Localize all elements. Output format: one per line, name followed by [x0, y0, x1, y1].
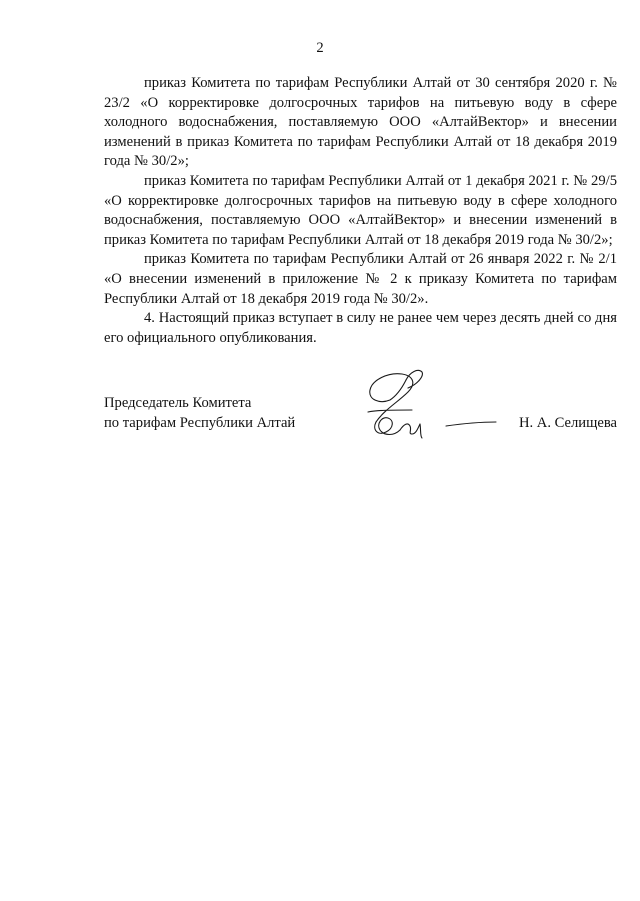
signer-position-line-2: по тарифам Республики Алтай	[104, 414, 296, 431]
paragraph-entry-into-force: 4. Настоящий приказ вступает в силу не ранее чем через десять дней со дня его официального опубликования.	[104, 310, 617, 346]
signer-name: Н. А. Селищева	[518, 414, 617, 431]
signature-block	[104, 394, 617, 454]
paragraph-order-26-january-2022: приказ Комитета по тарифам Республики Алтай от 26 января 2022 г. № 2/1 «О внесении изменений в приложение № 2 к приказу Комитета по тарифам Республики Алтай от 18 декабря 2019 года № 30/2».	[104, 251, 617, 307]
signer-position-line-1: Председатель Комитета	[104, 395, 252, 411]
handwritten-signature	[350, 360, 500, 448]
paragraph-order-30-september-2020: приказ Комитета по тарифам Республики Алтай от 30 сентября 2020 г. № 23/2 «О корректировке долгосрочных тарифов на питьевую воду в сфере холодного водоснабжения, поставляемую ООО «АлтайВектор» и внесении изменений в приказ Комитета по тарифам Республики Алтай от 18 декабря 2019 года № 30/2»;	[104, 75, 617, 170]
page-number: 2	[316, 40, 324, 56]
document-body	[104, 74, 617, 348]
signer-position	[104, 394, 295, 433]
paragraph-order-1-december-2021: приказ Комитета по тарифам Республики Алтай от 1 декабря 2021 г. № 29/5 «О корректировке долгосрочных тарифов на питьевую воду в сфере холодного водоснабжения, поставляемую ООО «АлтайВектор» и внесении изменений в приказ Комитета по тарифам Республики Алтай от 18 декабря 2019 года № 30/2»;	[104, 172, 617, 248]
